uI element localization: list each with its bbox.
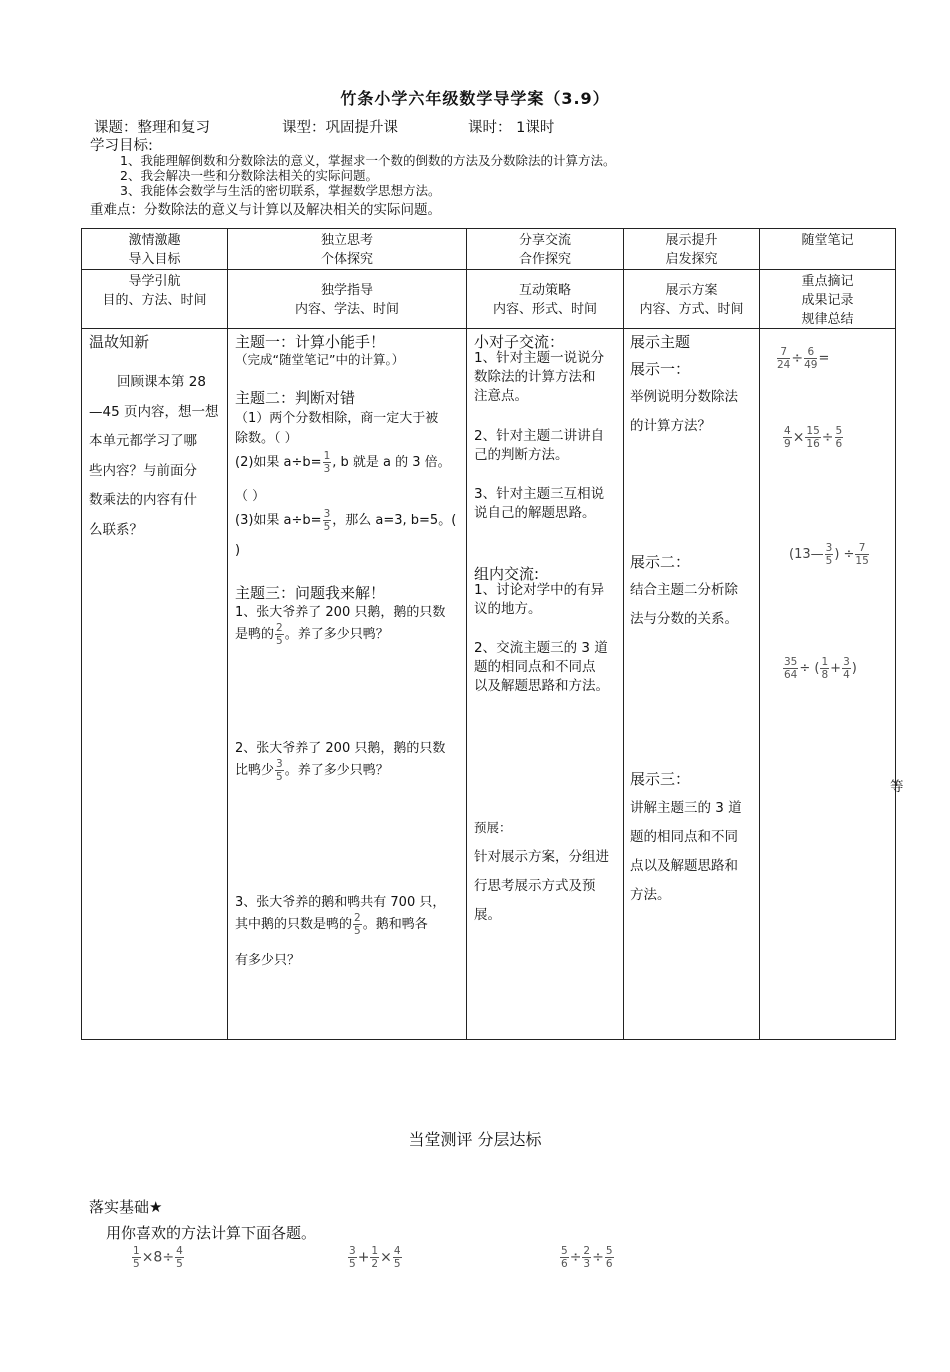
theme1-title: 主题一：计算小能手！ bbox=[235, 333, 386, 351]
show-1-text: 举例说明分数除法 的计算方法？ bbox=[630, 389, 738, 434]
group-exchange-2: 2、交流主题三的 3 道 题的相同点和不同点 以及解题思路和方法。 bbox=[474, 640, 609, 694]
fraction-two-fifths: $\frac{2}{5}$ bbox=[354, 912, 361, 937]
header-col2: 独立思考 个体探究 bbox=[320, 233, 373, 267]
page-title: 竹条小学六年级数学导学案（3.9） bbox=[340, 89, 610, 108]
side-character: 等 bbox=[890, 779, 904, 795]
judge-q3b: ) bbox=[235, 543, 241, 558]
judge-q2: (2)如果 a÷b= $\frac{1}{3}$ , b 就是 a 的 3 倍。 bbox=[235, 450, 451, 475]
test-level: 落实基础★ bbox=[89, 1198, 163, 1216]
objective-1: 1、我能理解倒数和分数除法的意义，掌握求一个数的倒数的方法及分数除法的计算方法。 bbox=[120, 153, 616, 168]
show-3-label: 展示三： bbox=[630, 770, 691, 788]
pair-exchange-2: 2、针对主题二讲讲自 己的判断方法。 bbox=[474, 428, 605, 463]
fraction-two-fifths: $\frac{2}{5}$ bbox=[276, 622, 283, 647]
judge-q1b: 除数。（ ） bbox=[235, 431, 298, 446]
show-2-text: 结合主题二分析除 法与分数的关系。 bbox=[630, 582, 738, 627]
fraction-three-fifths: $\frac{3}{5}$ bbox=[276, 758, 283, 783]
subheader-col2: 独学指导 内容、学法、时间 bbox=[294, 283, 399, 317]
test-instruction: 用你喜欢的方法计算下面各题。 bbox=[106, 1224, 317, 1242]
subheader-col5: 重点摘记 成果记录 规律总结 bbox=[801, 274, 854, 327]
test-question-1: $\frac{1}{5}$ ×8÷ $\frac{4}{5}$ bbox=[133, 1245, 183, 1270]
judge-q1a: （1）两个分数相除，商一定大于被 bbox=[235, 411, 439, 426]
header-col4: 展示提升 启发探究 bbox=[665, 233, 718, 267]
group-exchange-1: 1、讨论对学中的有异 议的地方。 bbox=[474, 582, 605, 617]
theme3-title: 主题三：问题我来解！ bbox=[235, 584, 386, 602]
header-col5: 随堂笔记 bbox=[801, 233, 854, 248]
problem3-c: 有多少只？ bbox=[235, 953, 301, 968]
header-col3: 分享交流 合作探究 bbox=[518, 233, 571, 267]
key-points: 重难点：分数除法的意义与计算以及解决相关的实际问题。 bbox=[90, 202, 441, 218]
theme1-note: （完成“随堂笔记”中的计算。） bbox=[235, 352, 405, 367]
fraction-one-third: $\frac{1}{3}$ bbox=[323, 450, 331, 475]
lesson-hours: 课时： 1课时 bbox=[468, 120, 555, 136]
test-question-2: $\frac{3}{5}$ + $\frac{1}{2}$ × $\frac{4}{5}$ bbox=[349, 1245, 401, 1270]
group-exchange-heading: 组内交流: bbox=[474, 565, 540, 583]
judge-q3: (3)如果 a÷b= $\frac{3}{5}$ ，那么 a=3, b=5。( bbox=[235, 508, 457, 533]
preview-label: 预展： bbox=[474, 820, 512, 835]
note-expression-1: $\frac{7}{24}$ ÷ $\frac{6}{49}$ = bbox=[777, 346, 830, 371]
problem1-a: 1、张大爷养了 200 只鹅，鹅的只数 bbox=[235, 605, 446, 620]
fraction-three-fifths: $\frac{3}{5}$ bbox=[323, 508, 331, 533]
header-col1: 激情激趣 导入目标 bbox=[128, 233, 181, 267]
judge-q2b: （ ） bbox=[235, 489, 266, 504]
objective-3: 3、我能体会数学与生活的密切联系，掌握数学思想方法。 bbox=[120, 183, 441, 198]
lesson-topic: 课题：整理和复习 bbox=[94, 120, 210, 136]
show-heading: 展示主题 bbox=[630, 333, 691, 351]
problem3-a: 3、张大爷养的鹅和鸭共有 700 只， bbox=[235, 895, 446, 910]
lesson-type: 课型：巩固提升课 bbox=[282, 120, 398, 136]
pair-exchange-heading: 小对子交流： bbox=[474, 333, 565, 351]
col1-body: 回顾课本第 28 —45 页内容，想一想 本单元都学习了哪 些内容？与前面分 数乘法的内容有什 么联系？ bbox=[89, 374, 219, 538]
show-1-label: 展示一： bbox=[630, 360, 691, 378]
preview-text: 针对展示方案，分组进 行思考展示方式及预 展。 bbox=[474, 849, 609, 923]
problem1-b: 是鸭的 $\frac{2}{5}$ 。养了多少只鸭？ bbox=[235, 622, 389, 647]
note-expression-3: (13— $\frac{3}{5}$ ) ÷ $\frac{7}{15}$ bbox=[789, 542, 869, 567]
show-3-text: 讲解主题三的 3 道 题的相同点和不同 点以及解题思路和 方法。 bbox=[630, 800, 742, 903]
note-expression-2: $\frac{4}{9}$ × $\frac{15}{16}$ ÷ $\frac{5}{6}$ bbox=[784, 425, 843, 450]
test-question-3: $\frac{5}{6}$ ÷ $\frac{2}{3}$ ÷ $\frac{5}{6}$ bbox=[561, 1245, 613, 1270]
theme2-title: 主题二：判断对错 bbox=[235, 389, 356, 407]
problem3-b: 其中鹅的只数是鸭的 $\frac{2}{5}$ 。鹅和鸭各 bbox=[235, 912, 428, 937]
show-2-label: 展示二： bbox=[630, 553, 691, 571]
subheader-col1: 导学引航 目的、方法、时间 bbox=[102, 274, 207, 308]
subheader-col3: 互动策略 内容、形式、时间 bbox=[492, 283, 597, 317]
problem2-a: 2、张大爷养了 200 只鹅，鹅的只数 bbox=[235, 741, 446, 756]
objectives-label: 学习目标: bbox=[90, 138, 153, 154]
pair-exchange-3: 3、针对主题三互相说 说自己的解题思路。 bbox=[474, 486, 605, 521]
col1-heading: 温故知新 bbox=[89, 333, 150, 351]
note-expression-4: $\frac{35}{64}$ ÷ ( $\frac{1}{8}$ + $\frac{3}{4}$ ) bbox=[784, 656, 857, 681]
objective-2: 2、我会解决一些和分数除法相关的实际问题。 bbox=[120, 168, 378, 183]
test-heading: 当堂测评 分层达标 bbox=[408, 1130, 542, 1149]
pair-exchange-1: 1、针对主题一说说分 数除法的计算方法和 注意点。 bbox=[474, 350, 605, 404]
problem2-b: 比鸭少 $\frac{3}{5}$ 。养了多少只鸭？ bbox=[235, 758, 389, 783]
subheader-col4: 展示方案 内容、方式、时间 bbox=[639, 283, 744, 317]
